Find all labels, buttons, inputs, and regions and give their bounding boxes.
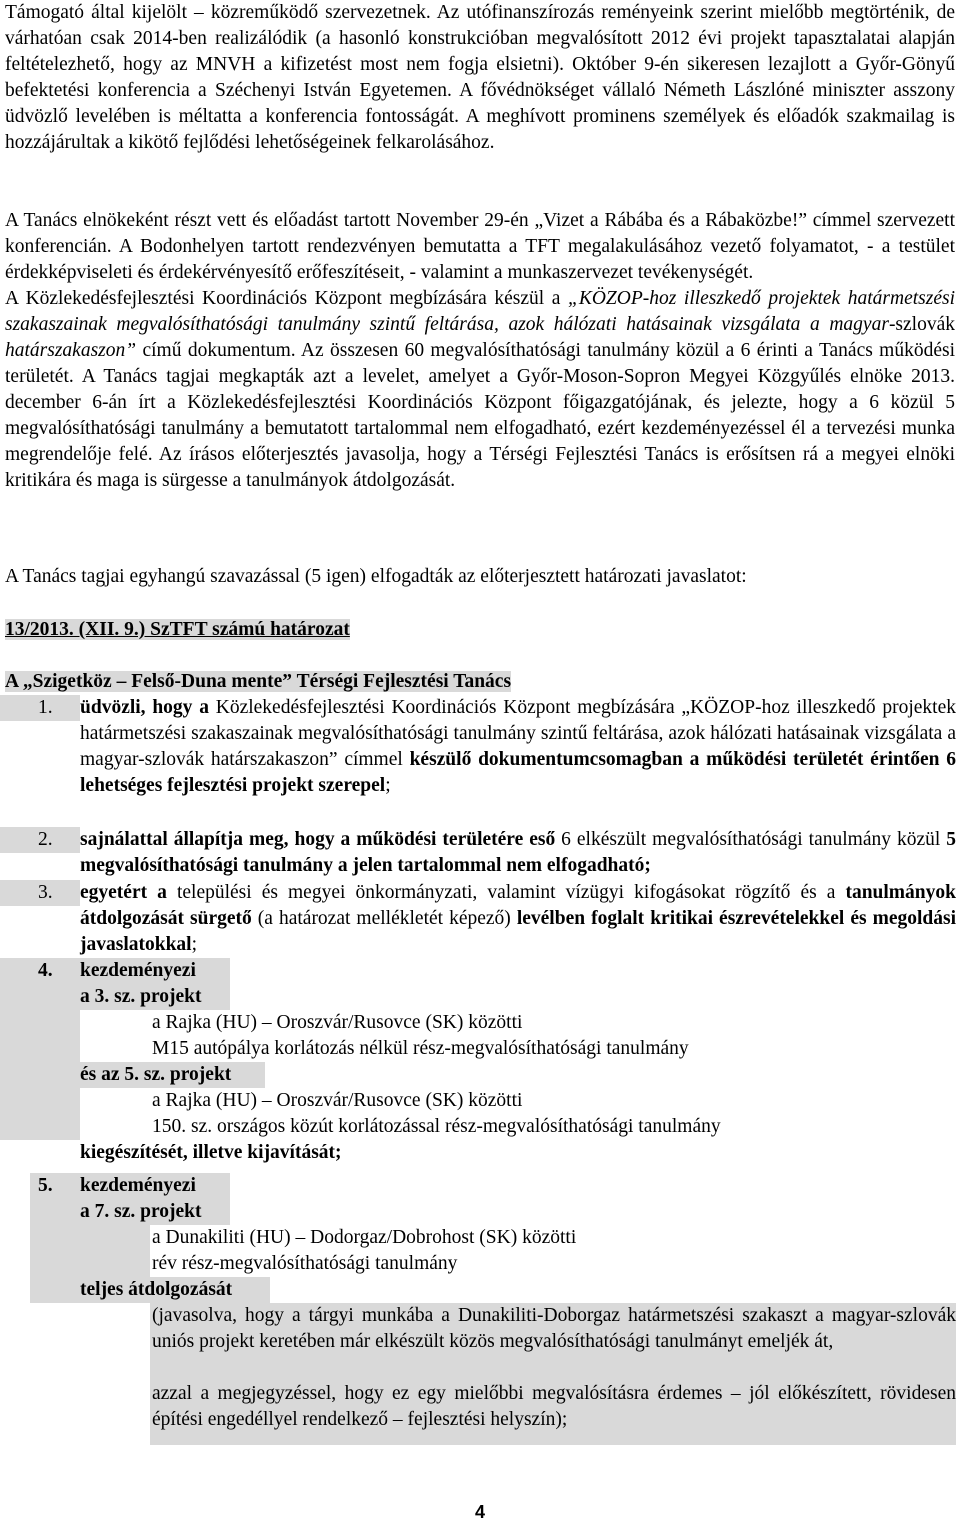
paragraph-kozop-text-b: -szlovák [888, 314, 955, 335]
council-name-text: A „Szigetköz – Felső-Duna mente” Térségi Fejlesztési Tanács [5, 671, 512, 692]
council-name [5, 669, 955, 695]
paragraph-kozop-text-c: című dokumentum. Az összesen 60 megvalósíthatósági tanulmány közül a 6 érinti a Tanács működési területét. A Tanács tagjai megkapták azt a levelet, amelyet a Győr-Moson-Sopron Megyei Közgyűlés elnöke 2013. december 6-án írt a Közlekedésfejlesztési Koordinációs Központ főigazgatójának, és jelezte, hogy a 6 közül 5 megvalósíthatósági tanulmány a bemutatott tartalommal nem elfogadható, ezért kezdeményezéssel él a tervezési munka megrendelője felé. Az írásos előterjesztés javasolja, hogy a Térségi Fejlesztési Tanács is erősítsen rá a megyei elnöki kritikára és maga is sürgesse a tanulmányok átdolgozását. [5, 340, 955, 491]
item-1-end: ; [385, 775, 391, 796]
item-5-note-2: azzal a megjegyzéssel, hogy ez egy mielőbbi megvalósításra érdemes – jól előkészített, rövidesen építési engedéllyel rendelkező – fejlesztési helyszín); [152, 1383, 956, 1430]
item-3-verb: egyetért a [80, 882, 167, 903]
item-3-emphasis: tanulmányok átdolgozását sürgető [80, 882, 956, 929]
item-number: 3. [38, 882, 53, 903]
paragraph-kozop-title-end: határszakaszon” [5, 340, 137, 361]
item-5-head: kezdeményezi [80, 1175, 196, 1196]
paragraph-kozop-text: A Közlekedésfejlesztési Koordinációs Központ megbízására készül a [5, 288, 568, 309]
item-5-note-1: (javasolva, hogy a tárgyi munkába a Dunakiliti-Doborgaz határmetszési szakaszt a magyar-szlovák uniós projekt keretében már elkészült közös megvalósíthatósági tanulmányt emeljék át, [152, 1305, 956, 1352]
page-number: 4 [474, 1502, 485, 1522]
resolution-number [5, 617, 955, 643]
paragraph-conference: A Tanács elnökeként részt vett és előadást tartott November 29-én „Vizet a Rábába és a Rábaközbe!” címmel szervezett konferencián. A Bodonhelyen tartott rendezvényen bemutatta a TFT megalakulásához vezető folyamatot, - a testület érdekképviseleti és érdekérvényesítő erőfeszítéseit, - valamint a munkaszervezet tevékenységét. [5, 210, 955, 283]
vote-statement: A Tanács tagjai egyhangú szavazással (5 igen) elfogadták az előterjesztett határozati javaslatot: [5, 566, 747, 587]
paragraph-funding: Támogató által kijelölt – közreműködő szervezetnek. Az utófinanszírozás reményeink szerint mielőbb megtörténik, de várhatóan csak 2014-ben realizálódik (a hasonló konstrukcióban megvalósított 2012 évi projekt tapasztalatai alapján feltételezhető, hogy az MNVH a kifizetést most nem fogja elsietni). Október 9-én sikeresen lezajlott a Győr-Gönyű befektetési konferencia a Széchenyi István Egyetemen. A fővédnökséget vállaló Németh Lászlóné miniszter asszony üdvözlő levelében is méltatta a konferencia fontosságát. A meghívott prominens személyek és előadók szakmailag is hozzájárultak a kikötő fejlődési lehetőségeinek felkarolásához. [5, 2, 955, 153]
item-4-project-b: és az 5. sz. projekt [80, 1064, 232, 1085]
paragraph-kozop [5, 286, 955, 494]
item-number: 4. [38, 960, 53, 981]
item-4-project-b-line2: 150. sz. országos közút korlátozással rész-megvalósíthatósági tanulmány [152, 1116, 721, 1137]
item-4-project-b-line1: a Rajka (HU) – Oroszvár/Rusovce (SK) közötti [152, 1090, 523, 1111]
item-4-tail: kiegészítését, illetve kijavítását; [80, 1142, 342, 1163]
item-1-verb: üdvözli, hogy a [80, 697, 209, 718]
item-5-project-line2: rév rész-megvalósíthatósági tanulmány [152, 1253, 458, 1274]
item-4-project-a: a 3. sz. projekt [80, 986, 202, 1007]
item-3-text-b: (a határozat mellékletét képező) [251, 908, 517, 929]
paragraph-kozop-title: „KÖZOP-hoz illeszkedő projektek határmetszési szakaszainak megvalósíthatósági tanulmány szintű feltárása, azok hálózati hatásainak vizsgálata a magyar [5, 288, 955, 335]
item-3-end: ; [191, 934, 198, 955]
resolution-item-2 [80, 827, 956, 879]
item-5-project: a 7. sz. projekt [80, 1201, 202, 1222]
item-2-text: 6 elkészült megvalósíthatósági tanulmány közül [555, 829, 947, 850]
item-4-project-a-line2: M15 autópálya korlátozás nélkül rész-megvalósíthatósági tanulmány [152, 1038, 689, 1059]
item-2-emphasis: 5 megvalósíthatósági tanulmány a jelen tartalommal nem elfogadható; [80, 829, 956, 876]
item-1-emphasis: készülő dokumentumcsomagban a működési területét érintően 6 lehetséges fejlesztési projekt szerepel [80, 749, 956, 796]
item-5-project-line1: a Dunakiliti (HU) – Dodorgaz/Dobrohost (SK) közötti [152, 1227, 577, 1248]
item-number: 1. [38, 697, 53, 718]
item-4-project-a-line1: a Rajka (HU) – Oroszvár/Rusovce (SK) közötti [152, 1012, 523, 1033]
item-1-text: Közlekedésfejlesztési Koordinációs Központ megbízására „KÖZOP-hoz illeszkedő projektek határmetszési szakaszainak megvalósíthatósági tanulmány szintű feltárása, azok hálózati hatásainak vizsgálata a magyar-szlovák határszakaszon” címmel [80, 697, 956, 770]
resolution-item-1 [80, 695, 956, 799]
item-4-head: kezdeményezi [80, 960, 196, 981]
item-3-text: települési és megyei önkormányzati, valamint vízügyi kifogásokat rögzítő és a [166, 882, 846, 903]
item-2-verb: sajnálattal állapítja meg, hogy a működési területére eső [80, 829, 556, 850]
item-3-emphasis-b: levélben foglalt kritikai észrevételekkel és megoldási javaslatokkal [80, 908, 957, 955]
item-number: 2. [38, 829, 53, 850]
resolution-item-3 [80, 880, 956, 958]
item-5-tail: teljes átdolgozását [80, 1279, 233, 1300]
resolution-number-text: 13/2013. (XII. 9.) SzTFT számú határozat [5, 619, 350, 640]
item-number: 5. [38, 1175, 53, 1196]
